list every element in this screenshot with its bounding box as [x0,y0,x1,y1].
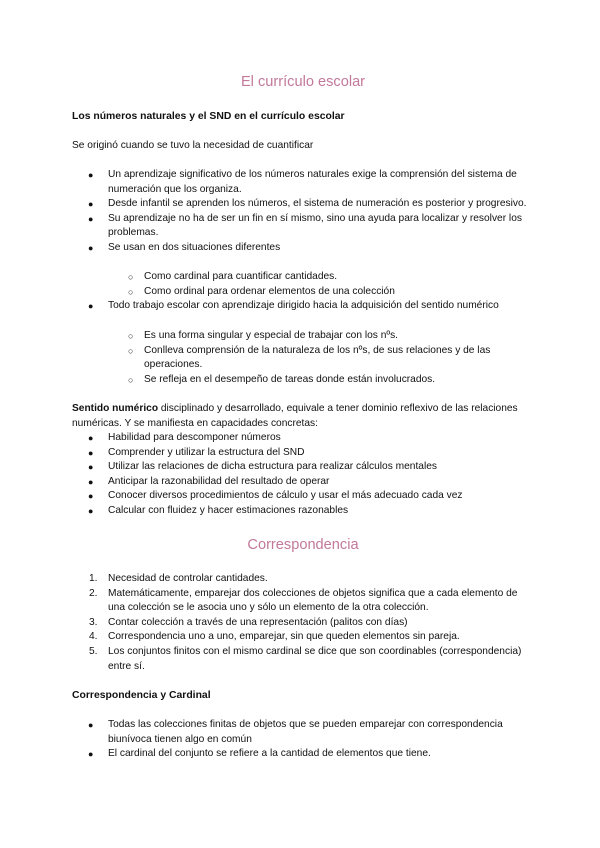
bullet-icon: ● [88,749,94,760]
bullet-icon: ● [88,170,94,180]
list-item [72,344,534,373]
list-item-text: Conlleva comprensión de la naturaleza de los nºs, de sus relaciones y de las operaciones. [144,344,491,371]
bullet-list-sentido [72,299,534,314]
section-heading-cardinal: Correspondencia y Cardinal [72,690,211,701]
bullet-icon: ● [88,242,94,253]
list-item [72,587,534,616]
bullet-icon: ● [88,447,94,458]
list-item-text: Su aprendizaje no ha de ser un fin en sí mismo, sino una ayuda para localizar y resolver los problemas. [108,212,522,239]
bullet-icon: ● [88,720,94,730]
list-item-text: Calcular con fluidez y hacer estimaciones razonables [108,504,349,516]
list-item-text: Contar colección a través de una representación (palitos con días) [108,616,408,628]
bullet-icon: ● [88,505,94,516]
hollow-bullet-icon: ○ [128,286,134,297]
sublist-situaciones [72,270,534,299]
list-item [72,718,534,747]
list-item-text: Desde infantil se aprenden los números, el sistema de numeración es posterior y progresivo. [108,198,527,210]
list-item-text: Necesidad de controlar cantidades. [108,573,268,584]
section-heading-numeros: Los números naturales y el SND en el currículo escolar [72,111,345,122]
bullet-icon: ● [88,433,94,443]
hollow-bullet-icon: ○ [128,374,134,385]
list-item-text: Conocer diversos procedimientos de cálculo y usar el más adecuado cada vez [108,490,463,502]
list-number: 5. [89,645,98,657]
list-item [72,475,534,490]
sentido-text: disciplinado y desarrollado, equivale a tener dominio reflexivo de las relaciones numéricas. Y se manifiesta en capacidades concretas: [72,403,518,429]
numbered-list-correspondencia [72,572,534,674]
bullet-icon: ● [88,462,94,473]
list-item-text: Habilidad para descomponer números [108,432,281,443]
list-item-text: Comprender y utilizar la estructura del SND [108,446,305,458]
list-item-text: El cardinal del conjunto se refiere a la cantidad de elementos que tiene. [108,748,431,760]
list-number: 2. [89,587,98,599]
list-item-text: Todas las colecciones finitas de objetos que se pueden emparejar con correspondencia biunívoca tienen algo en común [108,719,503,745]
list-item-text: Se usan en dos situaciones diferentes [108,241,281,253]
list-item [72,373,534,388]
list-item [72,747,534,762]
list-item [72,329,534,344]
list-number: 3. [89,616,98,628]
list-item-text: Utilizar las relaciones de dicha estructura para realizar cálculos mentales [108,461,437,473]
page-title: El currículo escolar [240,74,366,90]
list-item-text: Se refleja en el desempeño de tareas donde están involucrados. [144,373,436,385]
bullet-list-numeros [72,168,534,256]
section-title-correspondencia: Correspondencia [247,537,359,553]
list-item-text: Como cardinal para cuantificar cantidades. [144,271,338,282]
hollow-bullet-icon: ○ [128,331,134,341]
list-item-text: Anticipar la razonabilidad del resultado de operar [108,475,330,487]
list-number: 1. [89,573,98,584]
bullet-list-capacidades [72,431,534,519]
list-number: 4. [89,631,98,643]
list-item [72,197,534,212]
list-item-text: Los conjuntos finitos con el mismo cardinal se dice que son coordinables (correspondencia) entre sí. [108,645,522,672]
list-item [72,299,534,314]
list-item [72,504,534,519]
list-item [72,431,534,446]
list-item-text: Correspondencia uno a uno, emparejar, sin que queden elementos sin pareja. [108,631,460,643]
bullet-icon: ● [88,491,94,502]
list-item [72,241,534,256]
list-item [72,630,534,645]
list-item [72,270,534,285]
bullet-icon: ● [88,301,94,311]
list-item-text: Todo trabajo escolar con aprendizaje dirigido hacia la adquisición del sentido numérico [108,300,499,311]
list-item [72,616,534,631]
list-item-text: Un aprendizaje significativo de los números naturales exige la comprensión del sistema de numeración que los organiza. [108,169,517,195]
sublist-sentido [72,329,534,387]
sentido-bold-term: Sentido numérico [72,403,159,414]
sentido-paragraph [72,402,534,431]
list-item-text: Es una forma singular y especial de trabajar con los nºs. [144,330,399,341]
list-item [72,446,534,461]
list-item [72,168,534,197]
list-item-text: Como ordinal para ordenar elementos de una colección [144,285,395,297]
list-item [72,460,534,475]
list-item-text: Matemáticamente, emparejar dos colecciones de objetos significa que a cada elemento de una colección se le asocia uno y sólo un elemento de la otra colección. [108,587,518,614]
hollow-bullet-icon: ○ [128,345,134,356]
list-item [72,212,534,241]
list-item [72,285,534,300]
bullet-icon: ● [88,199,94,210]
list-item [72,645,534,674]
bullet-icon: ● [88,213,94,224]
hollow-bullet-icon: ○ [128,272,134,282]
intro-paragraph: Se originó cuando se tuvo la necesidad de cuantificar [72,140,314,151]
list-item [72,489,534,504]
bullet-icon: ● [88,476,94,487]
bullet-list-cardinal [72,718,534,762]
list-item [72,572,534,587]
